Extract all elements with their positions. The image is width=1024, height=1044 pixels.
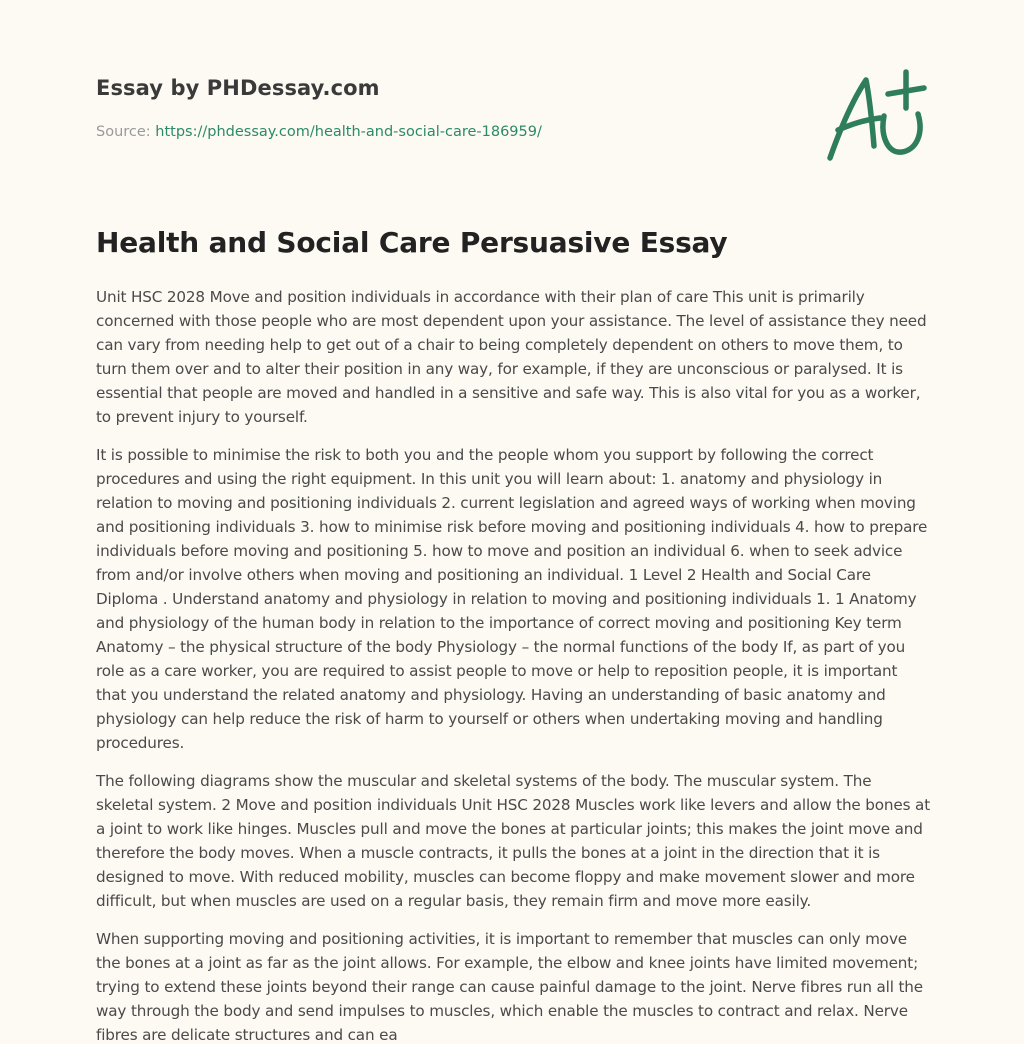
essay-body <box>96 285 932 1044</box>
source-line <box>96 124 542 140</box>
source-link[interactable]: https://phdessay.com/health-and-social-care-186959/ <box>155 124 542 140</box>
source-label: Source: <box>96 124 156 140</box>
paragraph: When supporting moving and positioning activities, it is important to remember that muscles can only move the bones at a joint as far as the joint allows. For example, the elbow and knee joints have limited movement; trying to extend these joints beyond their range can cause painful damage to the joint. Nerve fibres run all the way through the body and send impulses to muscles, which enable the muscles to contract and relax. Nerve fibres are delicate structures and can ea <box>96 930 923 1044</box>
site-brand: Essay by PHDessay.com <box>96 76 380 100</box>
paragraph: The following diagrams show the muscular and skeletal systems of the body. The muscular system. The skeletal system. 2 Move and position individuals Unit HSC 2028 Muscles work like levers and allow the bones at a joint to work like hinges. Muscles pull and move the bones at particular joints; this makes the joint move and therefore the body moves. When a muscle contracts, it pulls the bones at a joint in the direction that it is designed to move. With reduced mobility, muscles can become floppy and make movement slower and more difficult, but when muscles are used on a regular basis, they remain firm and move more easily. <box>96 772 930 910</box>
paragraph: Unit HSC 2028 Move and position individuals in accordance with their plan of care This unit is primarily concerned with those people who are most dependent upon your assistance. The level of assistance they need can vary from needing help to get out of a chair to being completely dependent on others to move them, to turn them over and to alter their position in any way, for example, if they are unconscious or paralysed. It is essential that people are moved and handled in a sensitive and safe way. This is also vital for you as a worker, to prevent injury to yourself. <box>96 288 927 426</box>
a-plus-grade-logo-icon <box>820 64 932 168</box>
paragraph: It is possible to minimise the risk to both you and the people whom you support by following the correct procedures and using the right equipment. In this unit you will learn about: 1. anatomy and physiology in relation to moving and positioning individuals 2. current legislation and agreed ways of working when moving and positioning individuals 3. how to minimise risk before moving and positioning individuals 4. how to prepare individuals before moving and positioning 5. how to move and position an individual 6. when to seek advice from and/or involve others when moving and positioning an individual. 1 Level 2 Health and Social Care Diploma . Understand anatomy and physiology in relation to moving and positioning individuals 1. 1 Anatomy and physiology of the human body in relation to the importance of correct moving and positioning Key term Anatomy – the physical structure of the body Physiology – the normal functions of the body If, as part of you role as a care worker, you are required to assist people to move or help to reposition people, it is important that you understand the related anatomy and physiology. Having an understanding of basic anatomy and physiology can help reduce the risk of harm to yourself or others when undertaking moving and handling procedures. <box>96 446 928 752</box>
essay-title: Health and Social Care Persuasive Essay <box>96 226 728 259</box>
